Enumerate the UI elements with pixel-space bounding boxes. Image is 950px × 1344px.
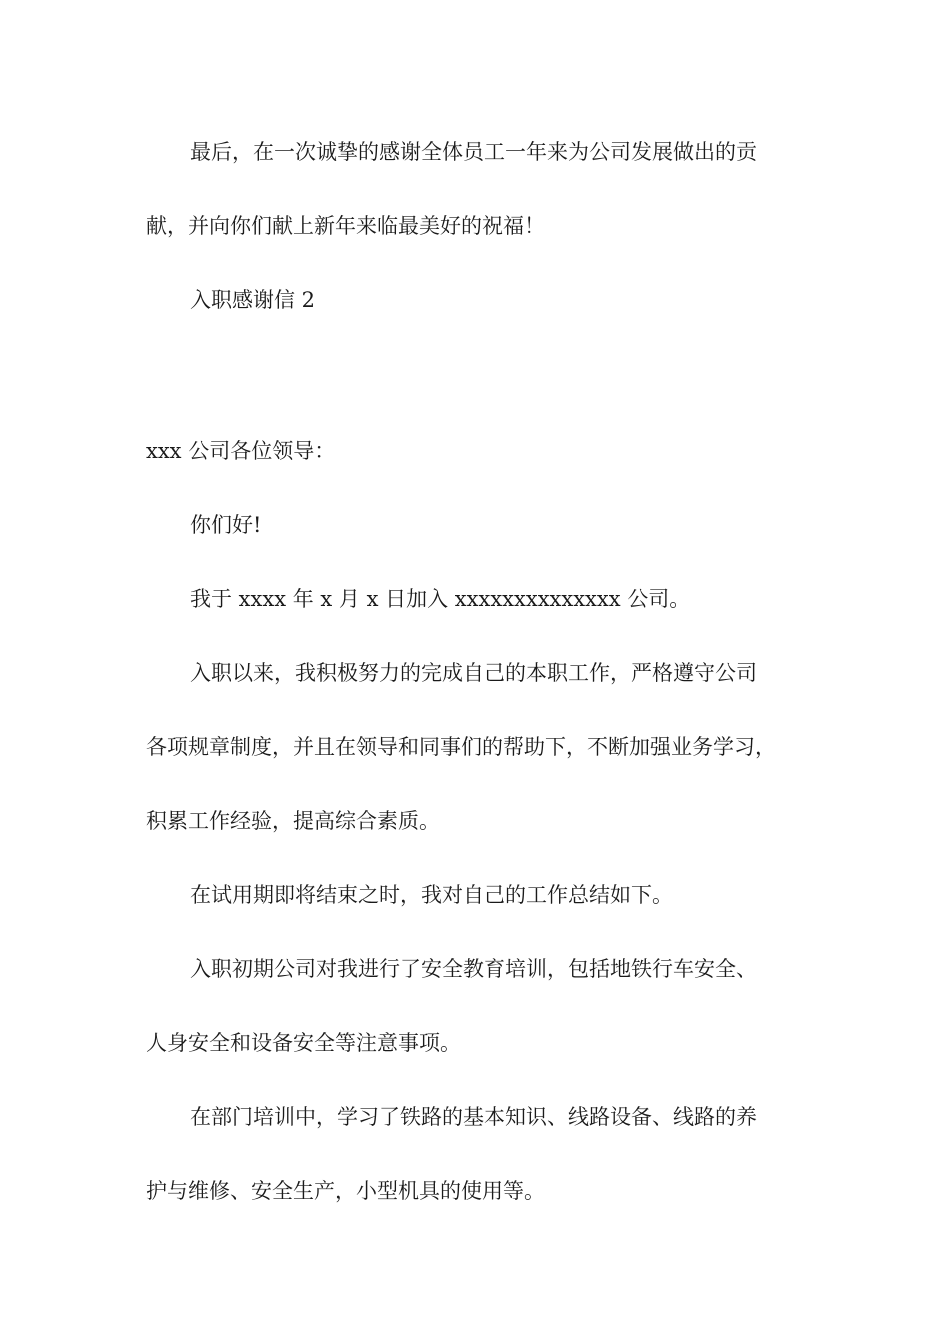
- summary-intro: 在试用期即将结束之时，我对自己的工作总结如下。: [190, 883, 673, 907]
- department-training-line-2: 护与维修、安全生产，小型机具的使用等。: [146, 1179, 545, 1203]
- training-paragraph-line-2: 人身安全和设备安全等注意事项。: [146, 1031, 461, 1055]
- department-training-line-1: 在部门培训中，学习了铁路的基本知识、线路设备、线路的养: [190, 1105, 757, 1129]
- letter-title: 入职感谢信 2: [190, 288, 316, 312]
- closing-paragraph-line-1: 最后，在一次诚挚的感谢全体员工一年来为公司发展做出的贡: [190, 140, 757, 164]
- closing-paragraph-line-2: 献，并向你们献上新年来临最美好的祝福！: [146, 214, 545, 238]
- salutation: xxx 公司各位领导：: [146, 439, 336, 463]
- join-date-paragraph: 我于 xxxx 年 x 月 x 日加入 xxxxxxxxxxxxxx 公司。: [190, 587, 691, 611]
- greeting: 你们好!: [190, 513, 262, 537]
- work-paragraph-line-2: 各项规章制度，并且在领导和同事们的帮助下，不断加强业务学习，: [146, 735, 776, 759]
- training-paragraph-line-1: 入职初期公司对我进行了安全教育培训，包括地铁行车安全、: [190, 957, 757, 981]
- work-paragraph-line-3: 积累工作经验，提高综合素质。: [146, 809, 440, 833]
- work-paragraph-line-1: 入职以来，我积极努力的完成自己的本职工作，严格遵守公司: [190, 661, 757, 685]
